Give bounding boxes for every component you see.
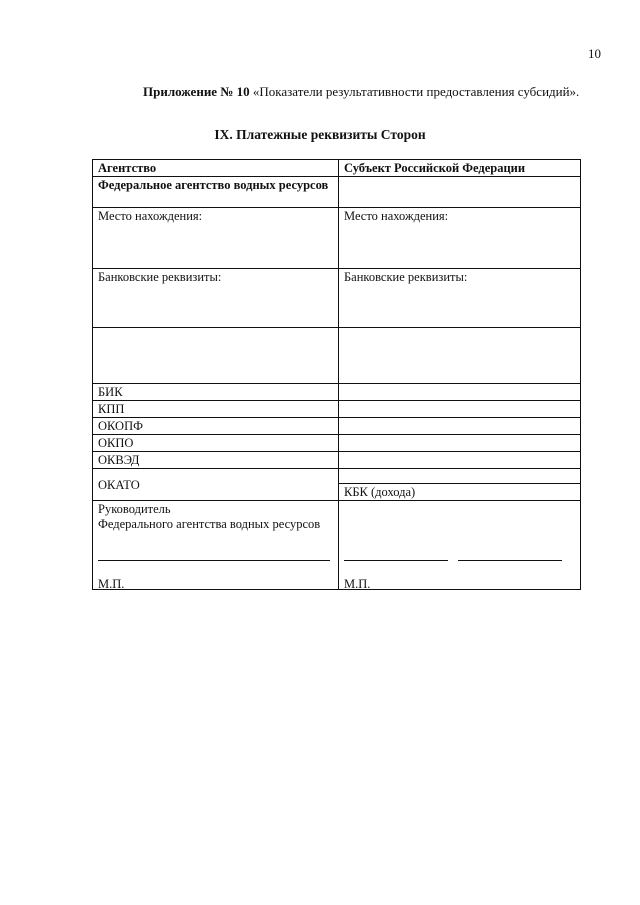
code-value-okpo (339, 435, 581, 452)
agency-address-label: Место нахождения: (93, 208, 339, 269)
code-row-kpp (93, 401, 581, 418)
subject-bank-label: Банковские реквизиты: (339, 269, 581, 328)
appendix-line (143, 84, 579, 100)
agency-name-row (93, 177, 581, 208)
agency-stamp-label: М.П. (98, 577, 125, 591)
blank-row (93, 328, 581, 384)
code-label-okopf: ОКОПФ (93, 418, 339, 435)
okato-value (339, 469, 580, 484)
okato-row (93, 469, 581, 501)
head-org: Федерального агентства водных ресурсов (98, 517, 321, 531)
header-subject: Субъект Российской Федерации (339, 160, 581, 177)
agency-name: Федеральное агентство водных ресурсов (93, 177, 339, 208)
signature-row (93, 501, 581, 590)
code-label-okved: ОКВЭД (93, 452, 339, 469)
code-value-okved (339, 452, 581, 469)
subject-name-line (458, 560, 562, 561)
code-value-kpp (339, 401, 581, 418)
appendix-label: Приложение № 10 (143, 84, 250, 99)
subject-address-label: Место нахождения: (339, 208, 581, 269)
code-value-bik (339, 384, 581, 401)
subject-signature-cell (339, 501, 581, 590)
code-row-bik (93, 384, 581, 401)
agency-signature-cell (93, 501, 339, 590)
okato-kbk-cell (339, 469, 581, 501)
page-number: 10 (588, 46, 601, 61)
code-label-okato: ОКАТО (93, 469, 339, 501)
subject-blank-cell (339, 328, 581, 384)
agency-signature-line (98, 560, 330, 561)
code-label-okpo: ОКПО (93, 435, 339, 452)
code-row-okopf (93, 418, 581, 435)
agency-blank-cell (93, 328, 339, 384)
header-agency: Агентство (93, 160, 339, 177)
subject-stamp-label: М.П. (344, 577, 371, 591)
code-row-okpo (93, 435, 581, 452)
subject-name-cell (339, 177, 581, 208)
appendix-title: «Показатели результативности предоставления субсидий». (252, 84, 580, 99)
subject-signature-line (344, 560, 448, 561)
payment-details-table (92, 159, 581, 590)
head-label: Руководитель (98, 502, 171, 516)
code-row-okved (93, 452, 581, 469)
code-value-okopf (339, 418, 581, 435)
table-header-row (93, 160, 581, 177)
code-label-kpp: КПП (93, 401, 339, 418)
code-label-bik: БИК (93, 384, 339, 401)
agency-bank-label: Банковские реквизиты: (93, 269, 339, 328)
address-row (93, 208, 581, 269)
kbk-label: КБК (дохода) (344, 485, 416, 499)
bank-row (93, 269, 581, 328)
section-title: IX. Платежные реквизиты Сторон (214, 127, 426, 142)
